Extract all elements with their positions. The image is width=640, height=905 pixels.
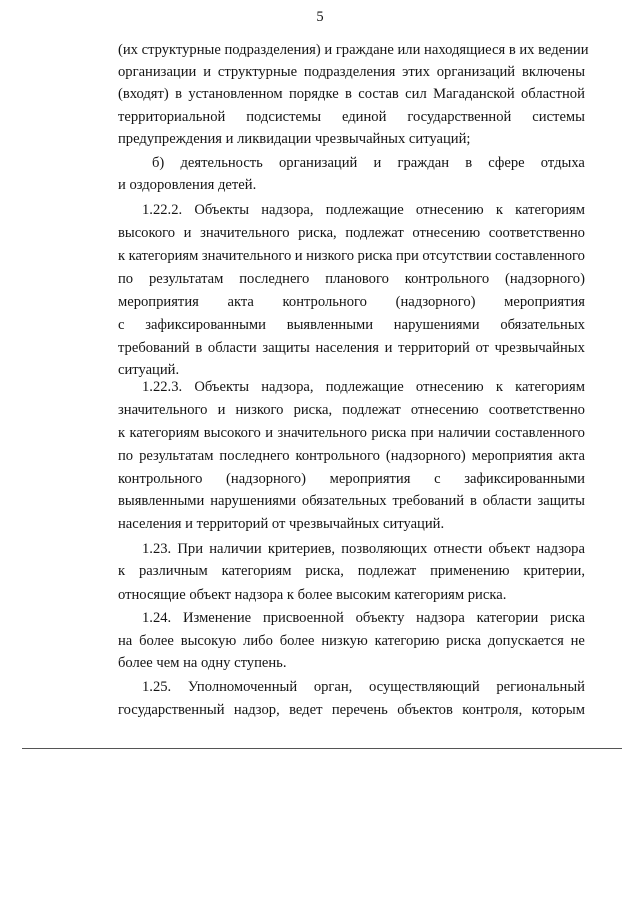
text-line: относящие объект надзора к более высоким категориям риска. — [118, 587, 507, 603]
text-line: и оздоровления детей. — [118, 177, 257, 193]
text-line: значительного и низкого риска, подлежат отнесению соответственно — [118, 402, 585, 418]
text-line: 1.23. При наличии критериев, позволяющих отнести объект надзора — [142, 541, 585, 557]
text-line: (их структурные подразделения) и граждане или находящиеся в их ведении — [118, 42, 589, 58]
text-line: (входят) в установленном порядке в состав сил Магаданской областной — [118, 86, 585, 102]
text-line: 1.24. Изменение присвоенной объекту надзора категории риска — [142, 610, 585, 626]
text-line: 1.22.2. Объекты надзора, подлежащие отнесению к категориям — [142, 202, 585, 218]
text-line: на более высокую либо более низкую категорию риска допускается не — [118, 633, 585, 649]
text-line: по результатам последнего планового контрольного (надзорного) — [118, 271, 585, 287]
text-line: ситуаций. — [118, 362, 180, 378]
page-number: 5 — [316, 9, 324, 25]
text-line: к категориям значительного и низкого риска при отсутствии составленного — [118, 248, 585, 264]
text-line: требований в области защиты населения и территорий от чрезвычайных — [118, 340, 585, 356]
text-line: более чем на одну ступень. — [118, 655, 287, 671]
text-line: предупреждения и ликвидации чрезвычайных ситуаций; — [118, 131, 471, 147]
text-line: выявленными нарушениями обязательных требований в области защиты — [118, 493, 585, 509]
text-line: к различным категориям риска, подлежат применению критерии, — [118, 563, 585, 579]
text-line: 1.25. Уполномоченный орган, осуществляющий региональный — [142, 679, 585, 695]
text-line: территориальной подсистемы единой государственной системы — [118, 109, 585, 125]
text-line: мероприятия акта контрольного (надзорного) мероприятия — [118, 294, 585, 310]
text-line: с зафиксированными выявленными нарушениями обязательных — [118, 317, 585, 333]
text-line: б) деятельность организаций и граждан в сфере отдыха — [152, 155, 585, 171]
text-line: организации и структурные подразделения этих организаций включены — [118, 64, 585, 80]
text-line: контрольного (надзорного) мероприятия с зафиксированными — [118, 471, 585, 487]
text-line: государственный надзор, ведет перечень объектов контроля, которым — [118, 702, 585, 718]
text-line: по результатам последнего контрольного (надзорного) мероприятия акта — [118, 448, 585, 464]
footer-rule — [22, 748, 622, 749]
text-line: к категориям высокого и значительного риска при наличии составленного — [118, 425, 585, 441]
text-line: 1.22.3. Объекты надзора, подлежащие отнесению к категориям — [142, 379, 585, 395]
text-line: населения и территорий от чрезвычайных ситуаций. — [118, 516, 445, 532]
text-line: высокого и значительного риска, подлежат отнесению соответственно — [118, 225, 585, 241]
